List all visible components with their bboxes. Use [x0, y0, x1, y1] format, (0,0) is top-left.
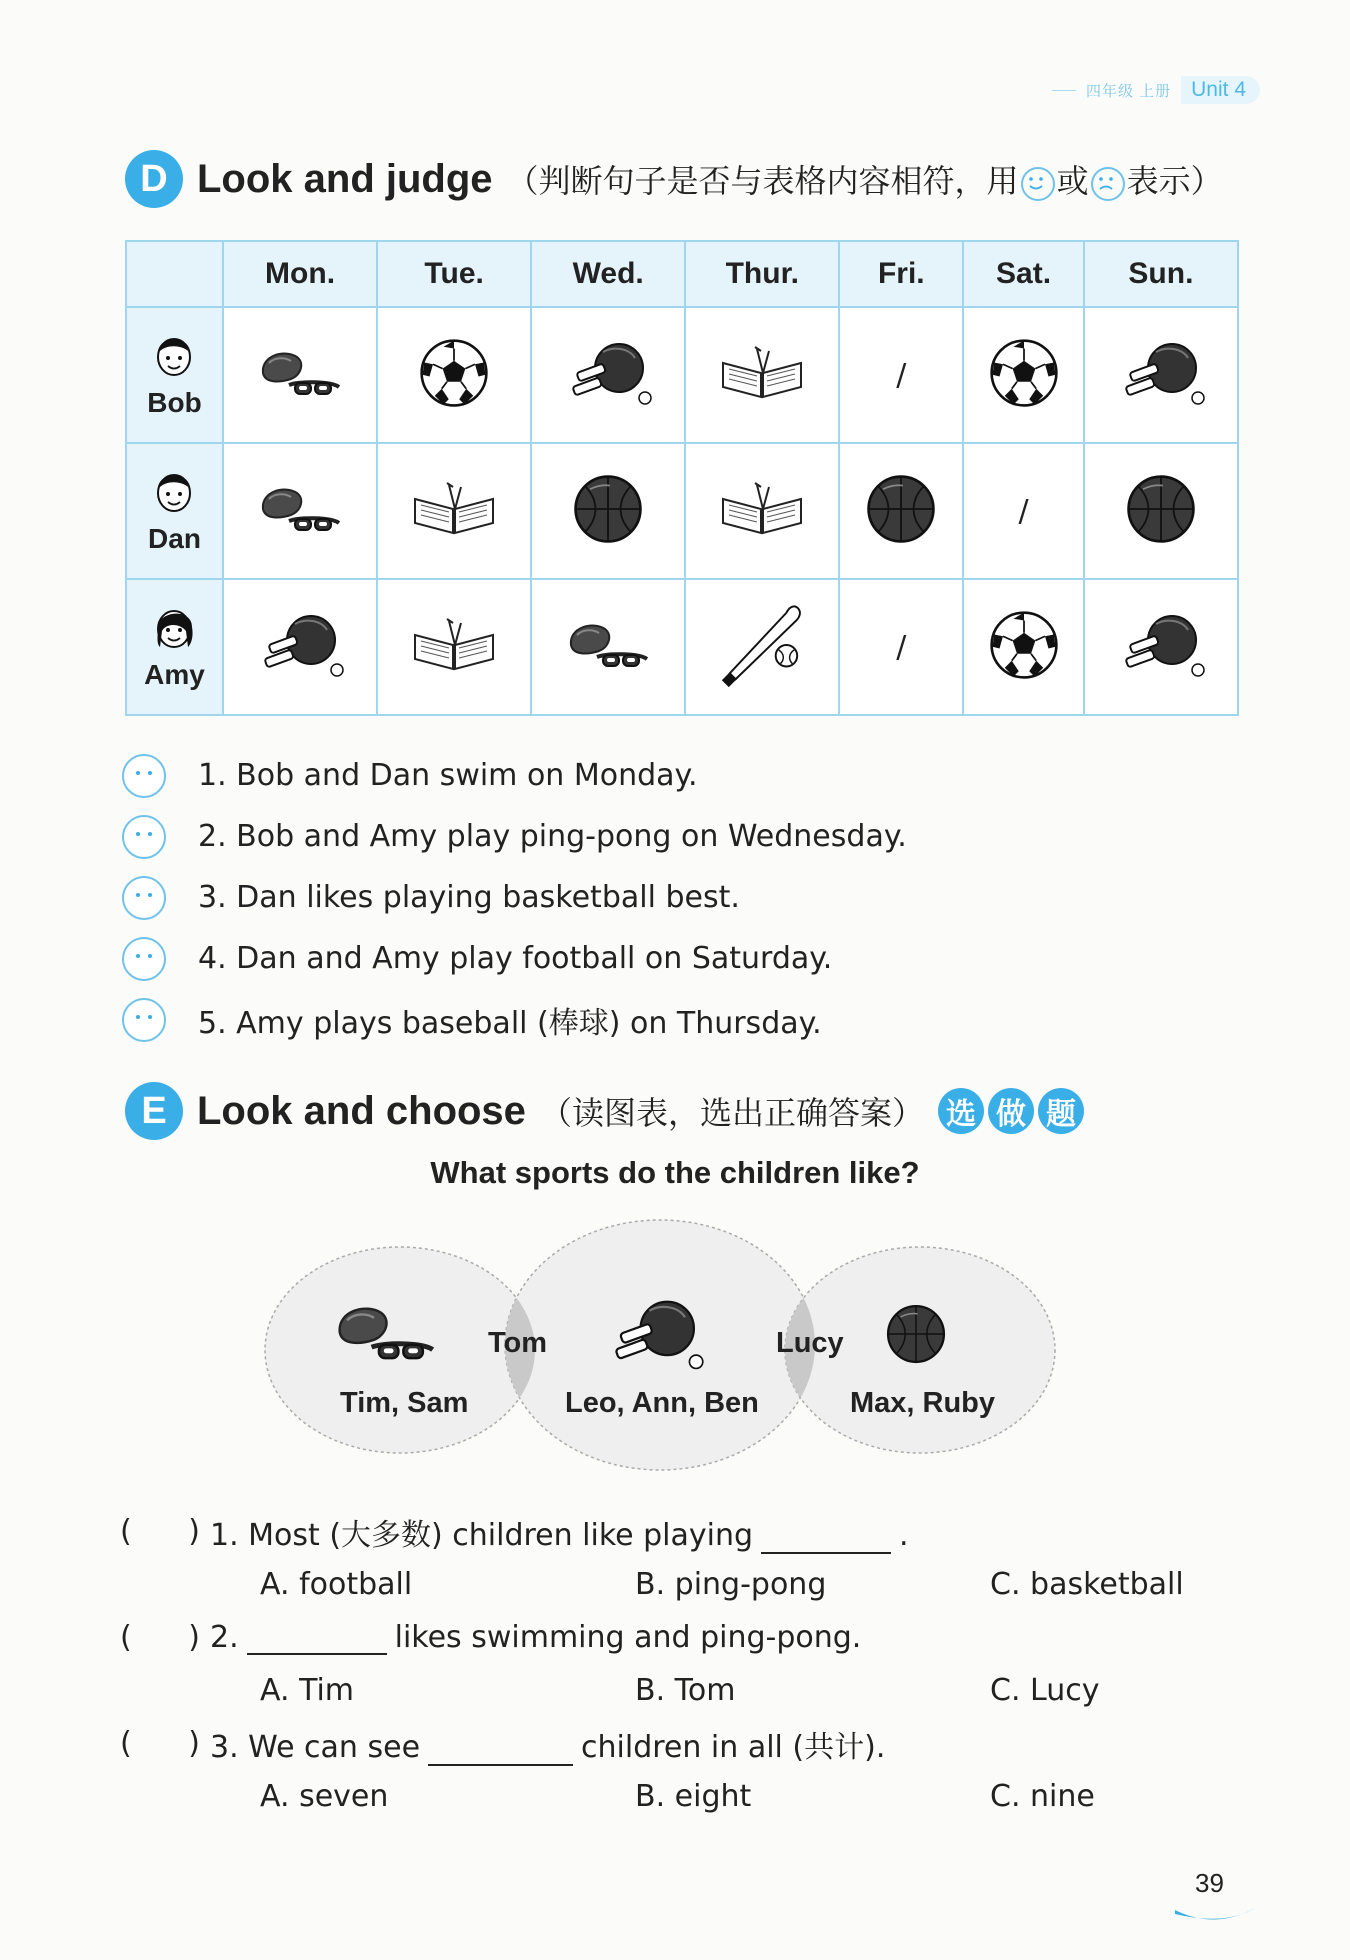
- section-e-instruction: （读图表，选出正确答案）: [539, 1094, 924, 1132]
- activity-cell: [223, 307, 377, 443]
- basketball-icon: [885, 1303, 947, 1365]
- optional-char: 选: [938, 1088, 984, 1134]
- question-suffix: children in all (共计).: [581, 1729, 886, 1765]
- page-corner-decoration: [1175, 1900, 1255, 1930]
- question-text: [210, 1620, 861, 1655]
- football-icon: [989, 610, 1059, 680]
- option[interactable]: C. nine: [990, 1779, 1095, 1814]
- child-name: Bob: [147, 387, 202, 418]
- answer-blank[interactable]: [428, 1738, 573, 1766]
- book-icon: [409, 479, 499, 539]
- child-name: Dan: [148, 523, 201, 554]
- activity-cell: [223, 443, 377, 579]
- question-prefix: 2.: [210, 1620, 239, 1655]
- section-e-badge: E: [125, 1082, 183, 1140]
- table-row: [126, 579, 1238, 715]
- sad-face-icon: [1091, 167, 1125, 201]
- statement-item: [122, 745, 907, 806]
- basketball-icon: [572, 473, 644, 545]
- question-list: [120, 1505, 1250, 1823]
- question-prefix: 3. We can see: [210, 1729, 421, 1765]
- activity-cell: [963, 307, 1084, 443]
- answer-parentheses[interactable]: [120, 1514, 200, 1549]
- option-row: [120, 1558, 1250, 1611]
- ping-pong-icon: [1116, 338, 1206, 408]
- basketball-icon: [865, 473, 937, 545]
- statement-text: 1. Bob and Dan swim on Monday.: [198, 758, 698, 793]
- option[interactable]: A. football: [260, 1567, 413, 1602]
- book-icon: [717, 343, 807, 403]
- option[interactable]: C. basketball: [990, 1567, 1184, 1602]
- activity-cell: [531, 443, 685, 579]
- venn-overlap-left: Tom: [488, 1327, 548, 1359]
- child-avatar-icon: [152, 331, 198, 385]
- question-prefix: 1. Most (大多数) children like playing: [210, 1517, 754, 1553]
- activity-cell: [377, 443, 531, 579]
- day-header: Fri.: [839, 241, 963, 307]
- swimming-goggles-icon: [330, 1295, 440, 1370]
- statement-item: [122, 867, 907, 928]
- question-suffix: likes swimming and ping-pong.: [394, 1620, 862, 1655]
- answer-face-icon[interactable]: [122, 876, 166, 920]
- day-header: Sat.: [963, 241, 1084, 307]
- child-name-cell: [126, 307, 223, 443]
- option[interactable]: B. eight: [635, 1779, 752, 1814]
- statement-text: 4. Dan and Amy play football on Saturday.: [198, 941, 833, 976]
- venn-left-names: Tim, Sam: [340, 1387, 469, 1419]
- book-icon: [717, 479, 807, 539]
- activity-cell: [963, 579, 1084, 715]
- swimming-goggles-icon: [563, 615, 653, 675]
- section-d-header: [125, 150, 1223, 208]
- optional-char: 做: [988, 1088, 1034, 1134]
- option[interactable]: B. ping-pong: [635, 1567, 827, 1602]
- activity-cell: [839, 443, 963, 579]
- paren-close: ): [188, 1620, 200, 1655]
- activity-table: [125, 240, 1239, 716]
- ping-pong-icon: [255, 610, 345, 680]
- table-row: [126, 443, 1238, 579]
- activity-cell: [685, 307, 839, 443]
- statement-text: 5. Amy plays baseball (棒球) on Thursday.: [198, 1005, 822, 1041]
- football-icon: [419, 338, 489, 408]
- child-name-cell: [126, 443, 223, 579]
- day-header: Wed.: [531, 241, 685, 307]
- answer-face-icon[interactable]: [122, 998, 166, 1042]
- paren-open: (: [120, 1726, 132, 1761]
- section-d-badge: D: [125, 150, 183, 208]
- optional-badge: [938, 1088, 1084, 1134]
- no-activity-mark: /: [896, 357, 907, 393]
- ping-pong-icon: [563, 338, 653, 408]
- activity-cell: [685, 579, 839, 715]
- answer-parentheses[interactable]: [120, 1726, 200, 1761]
- activity-cell: [377, 579, 531, 715]
- venn-right-names: Max, Ruby: [850, 1387, 996, 1419]
- answer-face-icon[interactable]: [122, 937, 166, 981]
- question-item: [120, 1717, 1250, 1770]
- ping-pong-icon: [605, 1295, 705, 1373]
- day-header: Mon.: [223, 241, 377, 307]
- smile-face-icon: [1021, 167, 1055, 201]
- paren-close: ): [188, 1726, 200, 1761]
- book-icon: [409, 615, 499, 675]
- venn-overlap-right: Lucy: [776, 1327, 844, 1359]
- answer-face-icon[interactable]: [122, 815, 166, 859]
- statement-item: [122, 928, 907, 989]
- option[interactable]: A. Tim: [260, 1673, 355, 1708]
- statement-text: 2. Bob and Amy play ping-pong on Wednesday.: [198, 819, 907, 854]
- baseball-bat-icon: [718, 601, 806, 689]
- question-item: [120, 1611, 1250, 1664]
- activity-cell: [223, 579, 377, 715]
- activity-cell: [963, 443, 1084, 579]
- table-corner: [126, 241, 223, 307]
- no-activity-mark: /: [1018, 493, 1029, 529]
- day-header: Tue.: [377, 241, 531, 307]
- question-item: [120, 1505, 1250, 1558]
- child-avatar-icon: [152, 467, 198, 521]
- question-suffix: .: [899, 1517, 909, 1553]
- grade-label: 四年级 上册: [1085, 82, 1172, 100]
- activity-cell: [839, 579, 963, 715]
- statement-item: [122, 989, 907, 1050]
- question-text: [210, 1722, 885, 1766]
- option[interactable]: C. Lucy: [990, 1673, 1100, 1708]
- paren-open: (: [120, 1620, 132, 1655]
- activity-cell: [839, 307, 963, 443]
- paren-open: (: [120, 1514, 132, 1549]
- answer-parentheses[interactable]: [120, 1620, 200, 1655]
- swimming-goggles-icon: [255, 479, 345, 539]
- child-avatar-icon: [152, 603, 198, 657]
- activity-cell: [531, 579, 685, 715]
- venn-middle-names: Leo, Ann, Ben: [565, 1387, 759, 1419]
- answer-face-icon[interactable]: [122, 754, 166, 798]
- table-header-row: [126, 241, 1238, 307]
- divider: [1052, 90, 1076, 91]
- activity-cell: [377, 307, 531, 443]
- option-row: [120, 1664, 1250, 1717]
- no-activity-mark: /: [896, 629, 907, 665]
- ping-pong-icon: [1116, 610, 1206, 680]
- page-number: 39: [1195, 1868, 1224, 1898]
- paren-close: ): [188, 1514, 200, 1549]
- statement-text: 3. Dan likes playing basketball best.: [198, 880, 740, 915]
- day-header: Sun.: [1084, 241, 1238, 307]
- activity-cell: [685, 443, 839, 579]
- table-row: [126, 307, 1238, 443]
- activity-cell: [1084, 579, 1238, 715]
- instruction-post: 表示）: [1126, 162, 1223, 200]
- unit-tag: [1052, 76, 1260, 104]
- activity-cell: [1084, 307, 1238, 443]
- football-icon: [989, 338, 1059, 408]
- venn-diagram: [260, 1215, 1060, 1475]
- section-e-header: [125, 1082, 1084, 1140]
- unit-label: Unit 4: [1181, 76, 1260, 104]
- child-name: Amy: [144, 659, 205, 690]
- section-d-instruction: [507, 156, 1223, 202]
- basketball-icon: [1125, 473, 1197, 545]
- option[interactable]: A. seven: [260, 1779, 389, 1814]
- day-header: Thur.: [685, 241, 839, 307]
- activity-cell: [531, 307, 685, 443]
- child-name-cell: [126, 579, 223, 715]
- instruction-pre: （判断句子是否与表格内容相符，用: [506, 162, 1019, 200]
- answer-blank[interactable]: [761, 1526, 891, 1554]
- activity-cell: [1084, 443, 1238, 579]
- venn-title: What sports do the children like?: [430, 1155, 920, 1190]
- instruction-mid: 或: [1056, 162, 1089, 200]
- section-e-title: Look and choose: [197, 1088, 526, 1133]
- statement-list: [122, 745, 907, 1050]
- option-row: [120, 1770, 1250, 1823]
- option[interactable]: B. Tom: [635, 1673, 736, 1708]
- statement-item: [122, 806, 907, 867]
- answer-blank[interactable]: [247, 1627, 387, 1655]
- optional-char: 题: [1038, 1088, 1084, 1134]
- question-text: [210, 1510, 909, 1554]
- section-d-title: Look and judge: [197, 156, 493, 201]
- swimming-goggles-icon: [255, 343, 345, 403]
